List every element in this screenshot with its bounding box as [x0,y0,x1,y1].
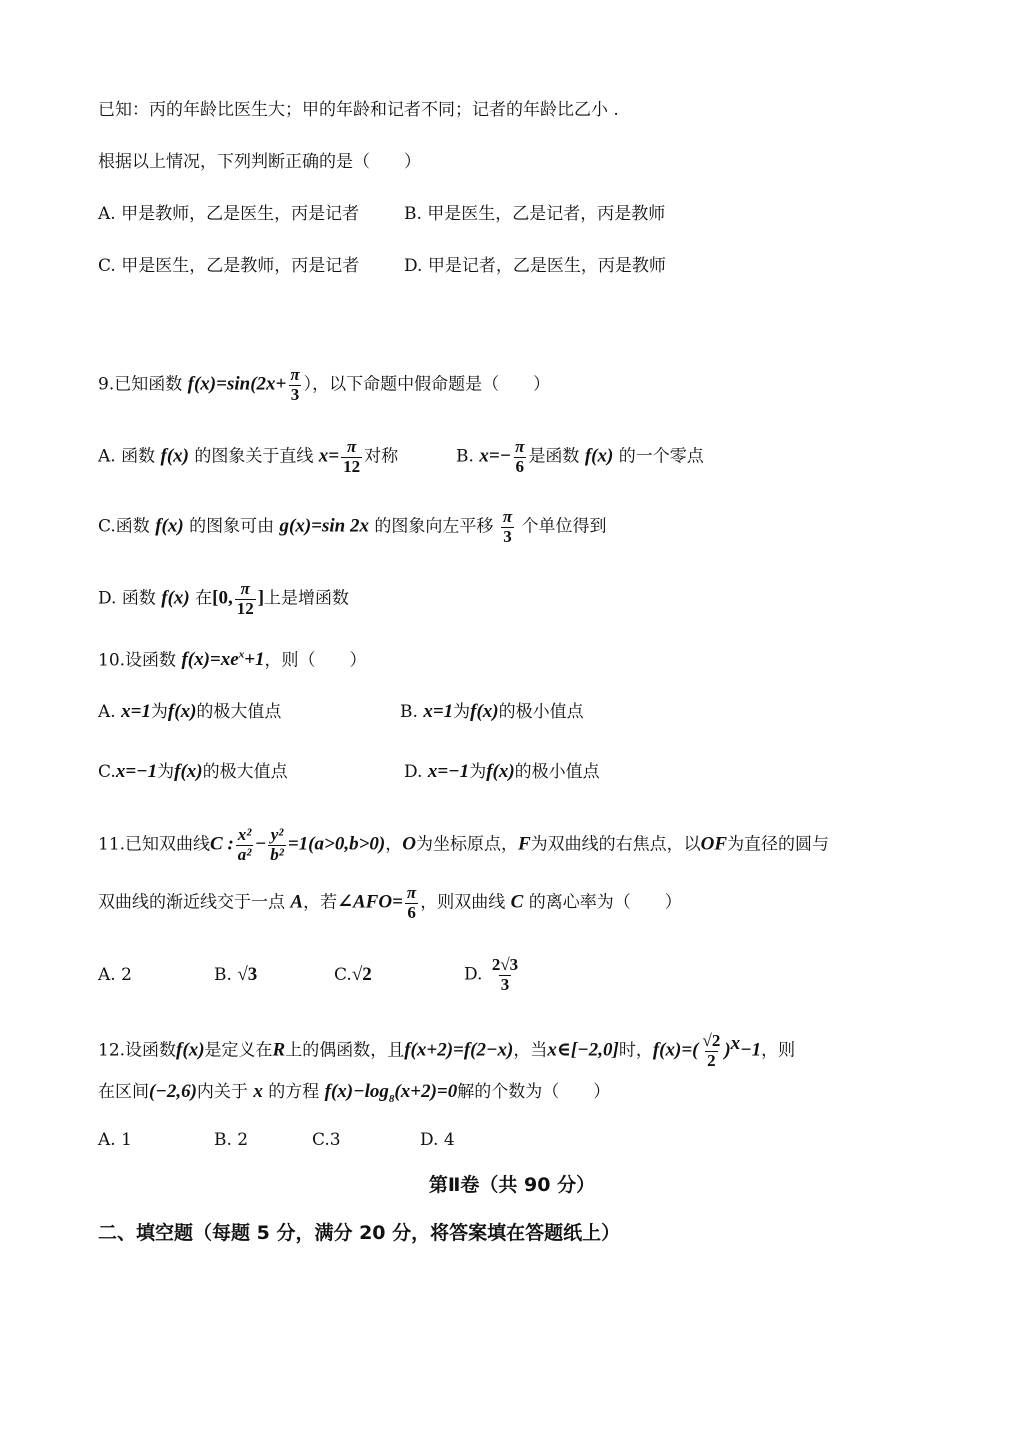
q12-l2-mid: 内关于 [196,1082,248,1102]
q11-option-d [464,956,522,994]
q11-l2-pre: 双曲线的渐近线交于一点 [98,892,285,913]
q11-option-a: A. 2 [98,964,132,985]
q11-angle: ∠AFO= [337,891,403,913]
q11-d-frac [490,956,520,994]
q11-c: C : [210,833,234,855]
q10-function [181,649,264,670]
option-row-ab [98,206,665,223]
q9-prefix: 9.已知函数 [98,374,183,395]
q11-option-c [334,965,464,984]
q11-ang-num: π [406,883,417,902]
q9-d-frac [235,580,256,618]
q9-frac-den: 3 [290,384,300,404]
q12-cond: x∈[−2,0] [547,1039,619,1061]
q11-n1: x² [237,825,252,844]
q12-l2-mid2: 的方程 [268,1082,320,1102]
q12-r: R [272,1039,286,1061]
q12-stem-line2 [98,1082,610,1105]
q9-c-den: 3 [503,526,512,546]
q12-x: x [253,1081,263,1102]
q10-c-post: 的极大值点 [202,762,288,782]
q9-a-mid: 的图象关于直线 [194,446,314,467]
q11-a: A [290,891,304,913]
q9-c-post: 个单位得到 [521,516,607,537]
q12-stem-line1 [98,1032,795,1070]
q10-option-b [400,702,584,721]
q12-l2-pre: 在区间 [98,1082,149,1102]
q10-option-c [98,762,404,781]
section-heading: 二、填空题（每题 5 分，满分 20 分，将答案填在答题纸上） [98,1222,621,1244]
q9-b-den: 6 [515,456,525,476]
q9-b-frac [513,438,526,476]
q9-function: f(x)=sin(2x+ [187,373,287,395]
q11-stem-line1 [98,826,829,864]
q10-a-mid: 为 [150,702,168,722]
q12-eq2-a: f(x)−log [324,1081,389,1102]
q11-frac-x [236,826,254,864]
q10-a-post: 的极大值点 [196,702,282,722]
q11-t2: 为坐标原点， [415,834,518,855]
q11-d-pre: D. [464,964,483,985]
q11-frac-y [268,826,286,864]
q9-frac-num: π [290,365,300,384]
q12-l2-post: 解的个数为（ ） [457,1082,611,1102]
q11-l2-mid2: ，则双曲线 [420,892,506,913]
q9-d-den: 12 [236,598,254,618]
q9-a-post: 对称 [364,446,399,467]
q11-prefix: 11.已知双曲线 [98,834,211,855]
q9-b-f: f(x) [584,445,614,467]
q12-t3: ，当 [513,1040,548,1061]
option-b: B. 甲是医生，乙是记者，丙是教师 [404,204,666,224]
option-row-cd [98,258,666,275]
q9-c-pre: C.函数 [98,516,150,537]
q10-func-b: +1 [244,649,265,671]
q12-f2b: ) [724,1039,731,1061]
q11-t4: 为直径的圆与 [727,834,830,855]
option-a: A. 甲是教师，乙是医生，丙是记者 [98,204,360,224]
q11-d-den: 3 [500,974,510,994]
q9-b-num: π [515,437,525,456]
q11-ang-den: 6 [407,902,416,922]
option-d: D. 甲是记者，乙是医生，丙是教师 [404,256,666,276]
q11-d1: a² [237,844,252,864]
q9-c-f: f(x) [155,515,184,537]
q9-options-ab [98,438,704,476]
q11-b-pre: B. [214,964,232,985]
q12-option-d: D. 4 [420,1130,455,1150]
q9-d-num: π [240,579,250,598]
q12-interval: (−2,6) [149,1081,197,1102]
q10-b-x: x=1 [423,701,454,722]
q10-c-pre: C. [98,762,116,782]
q12-t2: 上的偶函数，且 [285,1040,405,1061]
q9-d-f: f(x) [161,587,190,609]
q12-t5: ，则 [761,1040,796,1061]
q10-c-f: f(x) [174,761,203,782]
q11-l2-mid: ，若 [303,892,338,913]
q9-b-pre: B. [456,446,474,467]
q9-c-frac [501,508,514,546]
q9-c-g: g(x)=sin 2x [279,515,369,537]
q11-b-val: √3 [237,963,258,985]
q10-d-mid: 为 [469,762,487,782]
q10-c-mid: 为 [157,762,175,782]
q10-prefix: 10.设函数 [98,650,177,671]
q12-prefix: 12.设函数 [98,1040,177,1061]
q9-a-frac [341,438,362,476]
q10-b-mid: 为 [453,702,471,722]
q11-option-b [214,965,334,984]
q9-suffix: ），以下命题中假命题是（ ） [303,374,551,395]
q10-d-pre: D. [404,762,423,782]
q12-f2c: −1 [740,1039,762,1061]
q11-c-val: √2 [351,963,372,985]
q11-f: F [517,833,531,855]
q9-d-int-r: ] [257,587,265,609]
q10-d-f: f(x) [486,761,515,782]
q9-b-x: x=− [479,445,512,467]
q9-fraction [288,366,301,404]
q9-option-c [98,508,607,546]
q10-a-x: x=1 [121,701,151,722]
q12-eq2-b: (x+2)=0 [394,1081,458,1102]
statement-known: 已知：丙的年龄比医生大；甲的年龄和记者不同；记者的年龄比乙小 . [98,100,619,120]
q9-d-int-l: [0, [212,587,233,609]
q11-c2: C [510,891,524,913]
question-text: 根据以上情况，下列判断正确的是（ ） [98,152,421,172]
q10-c-x: x=−1 [115,761,158,782]
q11-t3: 为双曲线的右焦点，以 [530,834,701,855]
q10-d-x: x=−1 [427,761,470,782]
q11-eq: =1(a>0,b>0) [287,833,386,855]
q11-l2-post: 的离心率为（ ） [528,892,682,913]
q10-func-sup: x [238,649,245,661]
q10-b-post: 的极小值点 [498,702,584,722]
q11-d2: b² [270,844,284,864]
q10-suffix: ，则（ ） [264,650,367,671]
q11-minus: − [255,833,267,855]
q11-d-num: 2√3 [491,955,519,974]
q10-stem [98,650,367,669]
q11-n2: y² [270,825,284,844]
q12-f2: f(x)=( [652,1039,699,1061]
q9-d-post: 上是增函数 [264,588,350,609]
q12-sup: x [730,1033,741,1055]
q9-c-num: π [502,507,513,526]
q12-option-b: B. 2 [214,1130,249,1150]
q9-option-d [98,580,349,618]
q11-stem-line2 [98,884,682,922]
q12-t1: 是定义在 [204,1040,273,1061]
q12-t4: 时， [618,1040,653,1061]
q12-eq1: f(x+2)=f(2−x) [404,1039,514,1061]
q10-a-pre: A. [98,702,116,722]
q12-den: 2 [707,1050,716,1070]
q9-c-mid: 的图象可由 [189,516,275,537]
q11-c-pre: C. [334,964,352,985]
q12-f1: f(x) [176,1039,205,1061]
q9-a-pre: A. 函数 [98,446,156,467]
option-c: C. 甲是医生，乙是教师，丙是记者 [98,256,360,276]
q11-o: O [402,833,416,855]
q10-option-d [404,762,600,781]
q9-stem [98,366,550,404]
q11-t1: ， [385,834,403,855]
q10-options-ab [98,702,584,721]
q10-b-f: f(x) [470,701,499,722]
q9-b-post: 的一个零点 [618,446,704,467]
q9-a-num: π [346,437,357,456]
q9-a-den: 12 [343,456,361,476]
q9-a-f: f(x) [160,445,189,467]
q12-num: √2 [702,1031,721,1050]
q12-sub: 8 [388,1092,395,1105]
q9-option-b [456,438,704,476]
part-title: 第Ⅱ卷（共 90 分） [428,1174,596,1196]
q12-options [98,1132,455,1149]
q11-angle-frac [405,884,418,922]
q10-a-f: f(x) [167,701,197,722]
q12-option-a: A. 1 [98,1130,132,1150]
q10-b-pre: B. [400,702,418,722]
q9-d-pre: D. 函数 [98,588,156,609]
q9-d-mid: 在 [195,588,213,609]
q10-option-a [98,702,400,721]
q12-frac [700,1032,722,1070]
q9-option-a [98,438,456,476]
q11-options [98,956,522,994]
q12-option-c: C.3 [312,1130,341,1150]
q10-options-cd [98,762,600,781]
q11-of: OF [700,833,728,855]
q10-d-post: 的极小值点 [514,762,600,782]
q10-func-a: f(x)=xe [181,649,239,671]
q12-eq2 [324,1081,458,1105]
q9-b-mid: 是函数 [528,446,580,467]
q9-a-x: x= [318,445,340,467]
q9-c-mid2: 的图象向左平移 [374,516,494,537]
